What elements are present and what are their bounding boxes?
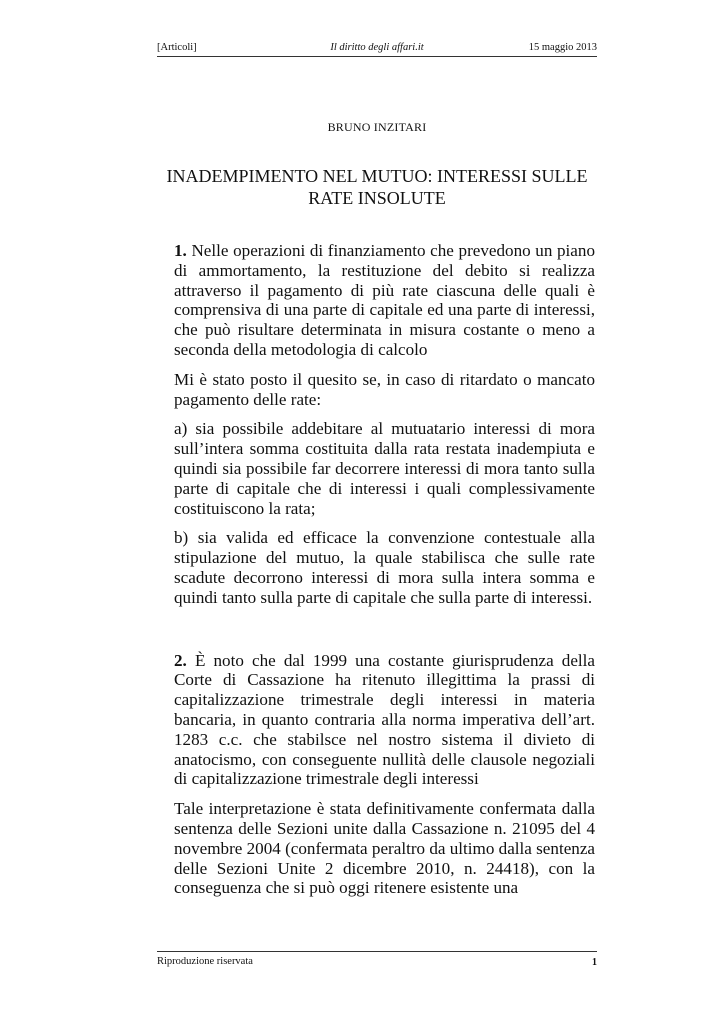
author-name: BRUNO INZITARI [327, 120, 427, 134]
article-body [174, 241, 595, 908]
header-section-label: [Articoli] [157, 42, 197, 53]
section-2-text-1: È noto che dal 1999 una costante giurisprudenza della Corte di Cassazione ha ritenuto illegittima la prassi di capitalizzazione trimestrale degli interessi in materia bancaria, in quanto contraria alla norma imperativa dell’art. 1283 c.c. che stabilsce nel nostro sistema il divieto di anatocismo, con conseguente nullità delle clausole negoziali di capitalizzazione trimestrale degli interessi [174, 650, 595, 789]
section-1-paragraph-2: Mi è stato posto il quesito se, in caso di ritardato o mancato pagamento delle rate: [174, 369, 595, 409]
section-2-paragraph-2: Tale interpretazione è stata definitivamente confermata dalla sentenza delle Sezioni unite dalla Cassazione n. 21095 del 4 novembre 2004 (confermata peraltro da ultimo dalla sentenza delle Sezioni Unite 2 dicembre 2010, n. 24418), con la conseguenza che si può oggi ritenere esistente una [174, 799, 596, 898]
section-1-paragraph-4: b) sia valida ed efficace la convenzione contestuale alla stipulazione del mutuo, la quale stabilisca che sulle rate scadute decorrono interessi di mora sulla intera somma e quindi tanto sulla parte di capitale che sulla parte di interessi. [174, 528, 595, 607]
title-line-1: INADEMPIMENTO NEL MUTUO: INTERESSI SULLE [166, 166, 588, 186]
header-date: 15 maggio 2013 [528, 42, 597, 53]
footer-copyright: Riproduzione riservata [157, 956, 253, 967]
section-2-number: 2. [174, 650, 187, 670]
section-1-text-1: Nelle operazioni di finanziamento che prevedono un piano di ammortamento, la restituzione del debito si realizza attraverso il pagamento di più rate ciascuna delle quali è comprensiva di una parte di capitale ed una parte di interessi, che può risultare determinata in misura costante o meno a seconda della metodologia di calcolo [174, 241, 595, 359]
section-1-number: 1. [174, 241, 187, 260]
section-1-paragraph-3: a) sia possibile addebitare al mutuatario interessi di mora sull’intera somma costituita dalla rata restata inadempiuta e quindi sia possibile far decorrere interessi di mora tanto sulla parte di capitale che di interessi i quali complessivamente costituiscono la rata; [174, 419, 595, 518]
article-title [157, 165, 597, 209]
page-footer [157, 951, 597, 970]
page-header [157, 40, 597, 57]
header-publication-name: Il diritto degli affari.it [330, 42, 424, 53]
page-number: 1 [592, 957, 597, 968]
section-2-paragraph-1 [174, 651, 595, 790]
title-line-2: RATE INSOLUTE [308, 188, 446, 208]
section-1-paragraph-1 [174, 241, 595, 360]
section-spacer [174, 618, 595, 651]
